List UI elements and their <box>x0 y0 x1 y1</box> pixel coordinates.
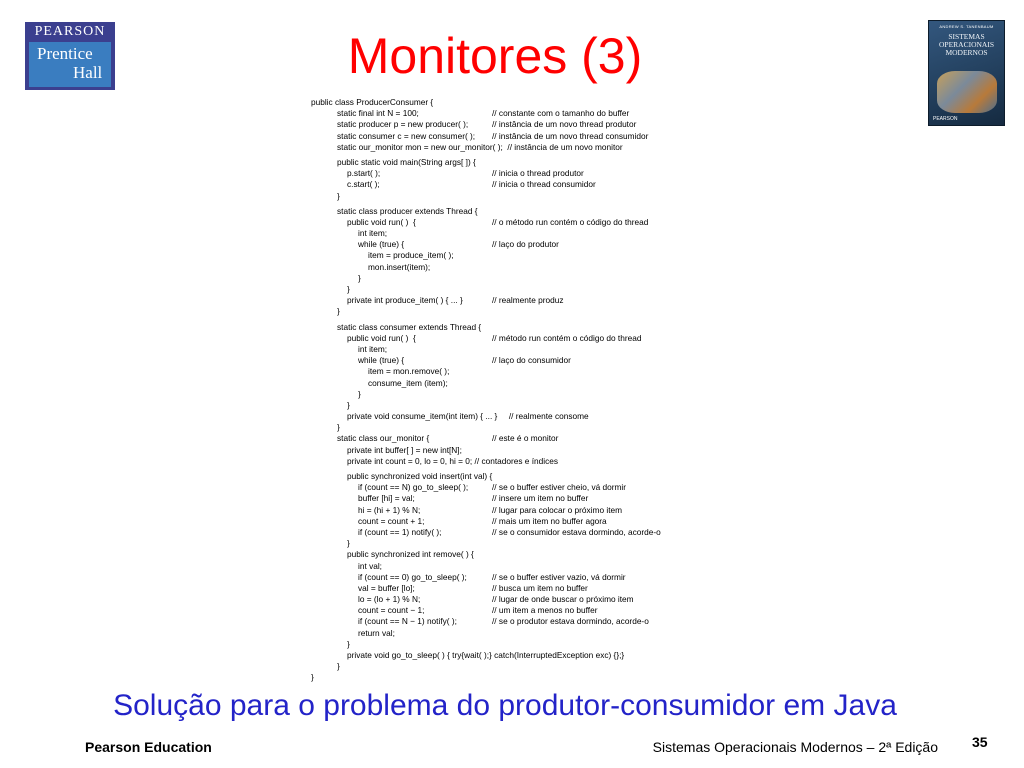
footer-publisher: Pearson Education <box>85 739 212 755</box>
code-text: private void go_to_sleep( ) { try{wait( );} catch(InterruptedException exc) {};} <box>347 650 625 660</box>
slide-subtitle: Solução para o problema do produtor-consumidor em Java <box>113 689 897 722</box>
code-comment: // laço do consumidor <box>492 355 571 366</box>
code-text: count = count − 1; <box>358 605 425 616</box>
code-comment: // laço do produtor <box>492 239 559 250</box>
code-text: static consumer c = new consumer( ); <box>337 130 476 141</box>
code-text: } <box>358 272 361 283</box>
code-text: } <box>311 672 314 683</box>
code-text: while (true) { <box>358 239 405 250</box>
code-text: if (count == 1) notify( ); <box>358 526 442 537</box>
code-comment: // lugar de onde buscar o próximo item <box>492 594 634 605</box>
code-text: item = mon.remove( ); <box>368 366 450 377</box>
code-text: public synchronized void insert(int val) { <box>347 471 493 481</box>
logo-line-1: Prentice <box>37 44 93 63</box>
code-text: c.start( ); <box>347 179 380 190</box>
code-comment: // este é o monitor <box>492 433 559 444</box>
code-text: private void consume_item(int item) { ... } // realmente consome <box>347 411 589 422</box>
code-text: public class ProducerConsumer { <box>311 97 434 107</box>
code-comment: // mais um item no buffer agora <box>492 515 607 526</box>
code-text: static our_monitor mon = new our_monitor( ); // instância de um novo monitor <box>337 141 623 152</box>
code-comment: // instância de um novo thread consumidor <box>492 130 649 141</box>
code-text: int item; <box>358 228 388 239</box>
book-author: ANDREW S. TANENBAUM <box>939 24 994 29</box>
code-comment: // instância de um novo thread produtor <box>492 119 637 130</box>
code-text: static final int N = 100; <box>337 108 419 119</box>
code-text: static class producer extends Thread { <box>337 205 478 216</box>
code-text: } <box>347 638 350 649</box>
code-text: } <box>337 661 340 672</box>
code-comment: // lugar para colocar o próximo item <box>492 504 623 515</box>
code-text: consume_item (item); <box>368 377 448 388</box>
book-title: SISTEMAS OPERACIONAIS MODERNOS <box>938 32 994 57</box>
code-text: static class our_monitor { <box>337 433 430 444</box>
code-text: if (count == 0) go_to_sleep( ); <box>358 571 467 582</box>
code-text: public void run( ) { <box>347 216 416 227</box>
code-text: hi = (hi + 1) % N; <box>358 504 421 515</box>
code-text: } <box>337 422 340 433</box>
code-comment: // se o produtor estava dormindo, acorde-o <box>492 616 649 627</box>
code-comment: // o método run contém o código do thread <box>492 216 649 227</box>
code-text: if (count == N − 1) notify( ); <box>358 616 457 627</box>
code-text: } <box>358 388 361 399</box>
footer-book-title: Sistemas Operacionais Modernos – 2ª Edição <box>652 739 938 755</box>
code-text: private int buffer[ ] = new int[N]; <box>347 444 462 455</box>
code-text: p.start( ); <box>347 168 381 179</box>
code-text: } <box>347 284 350 294</box>
code-comment: // busca um item no buffer <box>492 582 588 593</box>
code-comment: // método run contém o código do thread <box>492 332 642 343</box>
slide-title: Monitores (3) <box>347 28 643 84</box>
code-comment: // realmente produz <box>492 295 564 306</box>
book-publisher: PEARSON <box>933 116 958 122</box>
code-text: static class consumer extends Thread { <box>337 321 482 332</box>
code-text: while (true) { <box>358 355 405 366</box>
code-text: } <box>347 538 350 549</box>
code-text: int item; <box>358 343 388 354</box>
code-text: if (count == N) go_to_sleep( ); <box>358 482 469 493</box>
code-comment: // inicia o thread consumidor <box>492 179 596 190</box>
code-text: item = produce_item( ); <box>368 250 454 261</box>
code-comment: // se o buffer estiver vazio, vá dormir <box>492 571 626 582</box>
code-comment: // se o consumidor estava dormindo, acorde-o <box>492 526 661 537</box>
page-number: 35 <box>972 734 988 750</box>
code-text: } <box>337 306 340 317</box>
logo-line-2: Hall <box>73 63 103 82</box>
code-text: buffer [hi] = val; <box>358 493 415 504</box>
code-text: private int count = 0, lo = 0, hi = 0; // contadores e índices <box>347 455 559 466</box>
code-text: public static void main(String args[ ]) { <box>337 156 476 167</box>
code-text: public void run( ) { <box>347 332 416 343</box>
code-text: int val; <box>358 560 382 571</box>
code-text: count = count + 1; <box>358 515 425 526</box>
code-text: return val; <box>358 627 395 638</box>
code-comment: // constante com o tamanho do buffer <box>492 108 630 119</box>
code-text: lo = (lo + 1) % N; <box>358 594 421 605</box>
code-text: private int produce_item( ) { ... } <box>347 295 463 306</box>
code-comment: // se o buffer estiver cheio, vá dormir <box>492 482 627 493</box>
code-text: val = buffer [lo]; <box>358 582 415 593</box>
code-comment: // insere um item no buffer <box>492 493 589 504</box>
logo-brand-text: PEARSON <box>34 24 106 39</box>
code-text: public synchronized int remove( ) { <box>347 549 474 560</box>
code-text: mon.insert(item); <box>368 261 431 272</box>
code-text: } <box>347 399 350 410</box>
code-text: } <box>337 190 340 201</box>
code-comment: // um item a menos no buffer <box>492 605 598 616</box>
code-text: static producer p = new producer( ); <box>337 119 469 130</box>
code-comment: // inicia o thread produtor <box>492 168 584 179</box>
